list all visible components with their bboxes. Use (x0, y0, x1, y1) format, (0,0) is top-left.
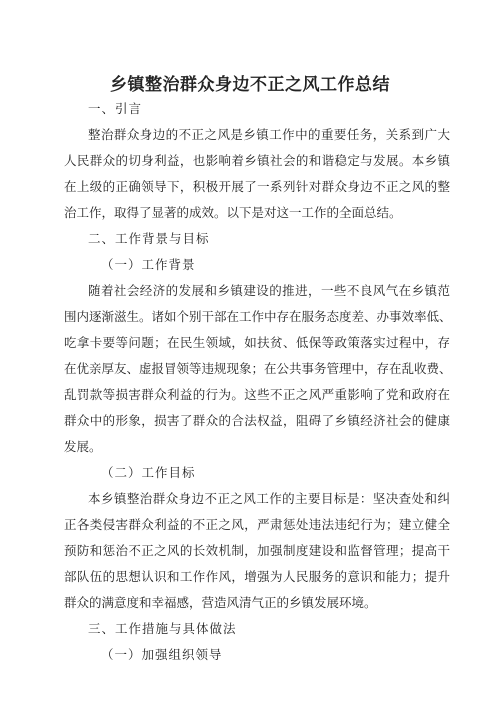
section-heading-background-goals: 二、工作背景与目标 (88, 231, 210, 246)
paragraph-line: 乱罚款等损害群众利益的行为。这些不正之风严重影响了党和政府在 (64, 387, 450, 402)
paragraph-line: 群众的满意度和幸福感，营造风清气正的乡镇发展环境。 (64, 595, 377, 610)
paragraph-line: 本乡镇整治群众身边不正之风工作的主要目标是：坚决查处和纠 (88, 491, 450, 506)
paragraph-line: 预防和惩治不正之风的长效机制，加强制度建设和监督管理；提高干 (64, 543, 450, 558)
paragraph-line: 人民群众的切身利益，也影响着乡镇社会的和谐稳定与发展。本乡镇 (64, 153, 450, 168)
document-title: 乡镇整治群众身边不正之风工作总结 (110, 75, 390, 95)
paragraph-line: 在优亲厚友、虚报冒领等违规现象；在公共事务管理中，存在乱收费、 (64, 361, 452, 376)
paragraph-line: 围内逐渐滋生。诸如个别干部在工作中存在服务态度差、办事效率低、 (64, 309, 452, 324)
subsection-heading-leadership: （一）加强组织领导 (101, 647, 223, 662)
paragraph-line: 吃拿卡要等问题；在民生领域，如扶贫、低保等政策落实过程中，存 (64, 335, 450, 350)
paragraph-line: 整治群众身边的不正之风是乡镇工作中的重要任务，关系到广大 (88, 127, 450, 142)
subsection-heading-goals: （二）工作目标 (101, 465, 196, 480)
paragraph-line: 在上级的正确领导下，积极开展了一系列针对群众身边不正之风的整 (64, 179, 450, 194)
section-heading-introduction: 一、引言 (88, 101, 143, 116)
paragraph-line: 发展。 (64, 439, 102, 454)
paragraph-line: 随着社会经济的发展和乡镇建设的推进，一些不良风气在乡镇范 (88, 283, 450, 298)
paragraph-line: 群众中的形象，损害了群众的合法权益，阻碍了乡镇经济社会的健康 (64, 413, 450, 428)
subsection-heading-background: （一）工作背景 (101, 257, 196, 272)
paragraph-line: 正各类侵害群众利益的不正之风，严肃惩处违法违纪行为；建立健全 (64, 517, 450, 532)
paragraph-line: 部队伍的思想认识和工作作风，增强为人民服务的意识和能力；提升 (64, 569, 450, 584)
section-heading-measures: 三、工作措施与具体做法 (88, 621, 237, 636)
paragraph-line: 治工作，取得了显著的成效。以下是对这一工作的全面总结。 (64, 205, 402, 220)
